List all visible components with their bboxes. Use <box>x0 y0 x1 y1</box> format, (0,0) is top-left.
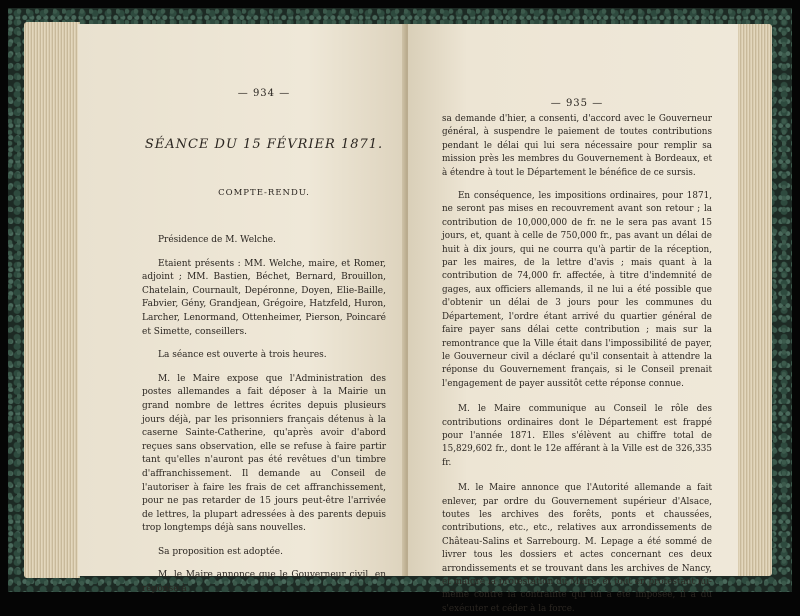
page-number-left: — 934 — <box>237 88 291 99</box>
paragraph: Sa proposition est adoptée. <box>158 546 283 557</box>
session-title: SÉANCE DU 15 FÉVRIER 1871. <box>144 137 384 152</box>
paragraph: M. le Maire communique au Conseil le rôle des contributions ordinaires dont le Département est frappé pour l'année 1871. Elles s'élèvent au chiffre total de 15,829,602 fr., dont le 12e afférant à la Ville est de 326,335 fr. <box>442 404 712 468</box>
page-edges-right <box>736 24 772 576</box>
paragraph: La séance est ouverte à trois heures. <box>158 350 327 361</box>
paragraph: sa demande d'hier, a consenti, d'accord avec le Gouverneur général, à suspendre le paiement de toutes contributions pendant le délai qui lui sera nécessaire pour remplir sa mission près les membres du Gouvernement à Bordeaux, et à étendre à tout le Département le bénéfice de ce sursis. <box>442 114 712 178</box>
paragraph: En conséquence, les impositions ordinaires, pour 1871, ne seront pas mises en recouvrement avant son retour ; la contribution de 10,000,000 de fr. ne le sera pas avant 15 jours, et, quant à celle de 750,000 fr., pas avant un délai de huit à dix jours, qui ne courra qu'à partir de la réception, par les maires, de la lettre d'avis ; mais quant à la contribution de 74,000 fr. affectée, à titre d'indemnité de gages, aux officiers allemands, il ne lui a été possible que d'obtenir un délai de 3 jours pour les communes du Département, l'ordre étant arrivé du quartier général de faire payer sans délai cette contribution ; mais sur la remontrance que la Ville était dans l'impossibilité de payer, le Gouverneur civil a déclaré qu'il consentait à attendre la réponse du Gouvernement français, si le Conseil prenait l'engagement de payer aussitôt cette réponse connue. <box>442 191 712 389</box>
left-page <box>78 24 406 595</box>
section-subtitle: COMPTE-RENDU. <box>218 188 310 198</box>
paragraph: Etaient présents : MM. Welche, maire, et Romer, adjoint ; MM. Bastien, Béchet, Bernard, Brouillon, Chatelain, Cournault, Depéronne, Doyen, Elie-Baille, Fabvier, Gény, Grandjean, Grégoire, Hatzfeld, Huron, Larcher, Lenormand, Ottenheimer, Pierson, Poincaré et Simette, conseillers. <box>142 258 386 337</box>
right-page <box>408 24 738 614</box>
page-edges-left <box>24 22 80 578</box>
paragraph: M. le Maire annonce que le Gouverneur civil, en réponse à <box>142 570 386 595</box>
paragraph: M. le Maire annonce que l'Autorité allemande a fait enlever, par ordre du Gouvernement supérieur d'Alsace, toutes les archives des forêts, ponts et chaussées, contributions, etc., etc., relatives aux arrondissements de Château-Salins et Sarrebourg. M. Lepage a été sommé de livrer tous les dossiers et actes concernant ces deux arrondissements et se trouvant dans les archives de Nancy, et malgré la protestation du Maire, et tout en protestant lui-même contre la contrainte qui lui a été imposée, il a dû s'exécuter et céder à la force. <box>442 483 712 614</box>
paragraph: Présidence de M. Welche. <box>158 235 276 245</box>
paragraph: M. le Maire expose que l'Administration des postes allemandes a fait déposer à la Mairie un grand nombre de lettres écrites depuis plusieurs jours déjà, par les prisonniers français détenus à la caserne Sainte-Catherine, qu'après avoir d'abord reçues sans observation, elle se refuse à faire partir tant qu'elles n'auront pas été revêtues d'un timbre d'affranchissement. Il demande au Conseil de l'autoriser à faire les frais de cet affranchissement, pour ne pas retarder de 15 jours peut-être l'arrivée de lettres, la plupart adressées à des parents depuis trop longtemps déjà sans nouvelles. <box>142 373 386 534</box>
page-number-right: — 935 — <box>550 98 604 109</box>
